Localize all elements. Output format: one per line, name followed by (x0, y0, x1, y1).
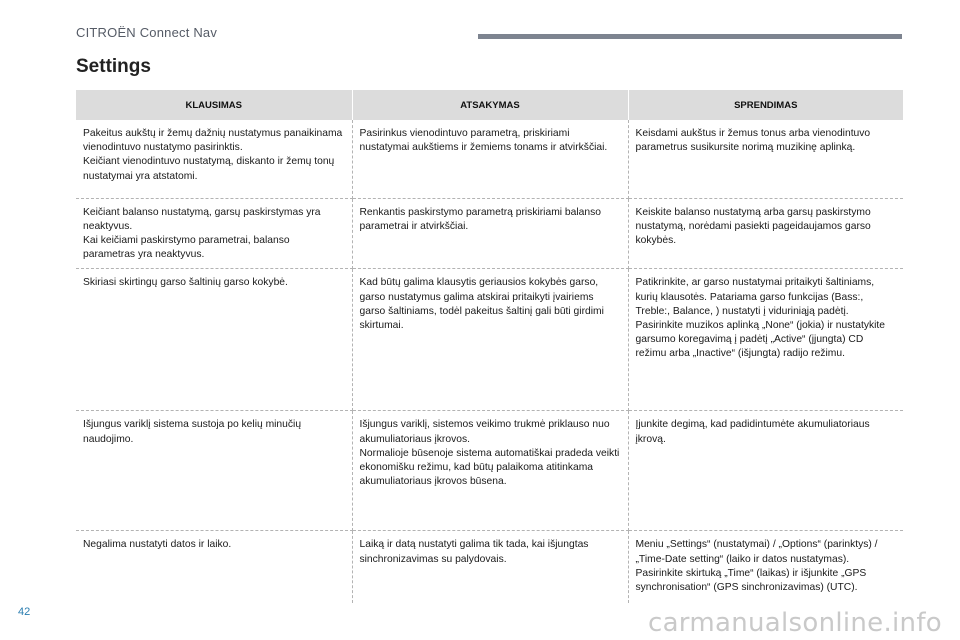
cell-paragraph: Skiriasi skirtingų garso šaltinių garso kokybė. (83, 277, 288, 289)
column-header: ATSAKYMAS (352, 90, 628, 120)
table-cell (352, 198, 628, 269)
table-row (76, 531, 903, 603)
manual-header-title: CITROËN Connect Nav (76, 25, 218, 40)
cell-paragraph: Pasirinkite muzikos aplinką „None“ (jokia) ir nustatykite garsumo koregavimą į padėtį „Active“ (įjungta) CD režimu arba „Inactive“ (išjungta) radijo režimu. (635, 319, 886, 360)
table-row (76, 198, 903, 269)
table-header-row (76, 90, 903, 120)
column-header: KLAUSIMAS (76, 90, 352, 120)
table-row (76, 269, 903, 411)
cell-paragraph: Keiskite balanso nustatymą arba garsų paskirstymo nustatymą, norėdami pasiekti pageidaujamos garso kokybės. (635, 206, 871, 246)
cell-paragraph: Keičiant balanso nustatymą, garsų paskirstymas yra neaktyvus. (83, 206, 321, 232)
cell-paragraph: Meniu „Settings“ (nustatymai) / „Options“ (parinktys) / „Time-Date setting“ (laiko ir datos nustatymas). (635, 539, 878, 565)
cell-paragraph: Pasirinkite skirtuką „Time“ (laikas) ir išjunkite „GPS synchronisation“ (GPS sinchronizavimas) (UTC). (635, 567, 867, 593)
cell-paragraph: Laiką ir datą nustatyti galima tik tada, kai išjungtas sinchronizavimas su palydovais. (359, 539, 589, 565)
table-cell (628, 120, 903, 198)
cell-paragraph: Keičiant vienodintuvo nustatymą, diskanto ir žemų tonų nustatymai yra atstatomi. (83, 156, 335, 182)
table-cell (76, 120, 352, 198)
cell-paragraph: Kad būtų galima klausytis geriausios kokybės garso, garso nustatymus galima atskirai pritaikyti įvairiems garso šaltiniams, todėl pakeitus šaltinį gali būti girdimi skirtumai. (359, 277, 604, 331)
cell-paragraph: Patikrinkite, ar garso nustatymai pritaikyti šaltiniams, kurių klausotės. Patariama garso funkcijas (Bass:, Treble:, Balance, ) nustatyti į viduriniąją padėtį. (635, 277, 875, 317)
table-cell (76, 531, 352, 603)
watermark: carmanualsonline.info (647, 608, 942, 638)
table-cell (76, 269, 352, 411)
cell-paragraph: Negalima nustatyti datos ir laiko. (83, 539, 232, 551)
cell-paragraph: Pakeitus aukštų ir žemų dažnių nustatymus panaikinama vienodintuvo nustatymo pasirinktis. (83, 128, 343, 154)
table-row (76, 120, 903, 198)
table-cell (76, 198, 352, 269)
page-title: Settings (76, 56, 151, 77)
cell-paragraph: Keisdami aukštus ir žemus tonus arba vienodintuvo parametrus susikursite norimą muzikinę aplinką. (635, 128, 871, 154)
table-cell (628, 411, 903, 531)
table-cell (352, 120, 628, 198)
cell-paragraph: Išjungus variklį, sistemos veikimo trukmė priklauso nuo akumuliatoriaus įkrovos. (359, 419, 610, 445)
faq-table (76, 90, 903, 603)
table-cell (76, 411, 352, 531)
table-cell (628, 269, 903, 411)
cell-paragraph: Pasirinkus vienodintuvo parametrą, priskiriami nustatymai aukštiems ir žemiems tonams ir atvirkščiai. (359, 128, 608, 154)
table-cell (628, 531, 903, 603)
page-number: 42 (18, 606, 31, 618)
table-row (76, 411, 903, 531)
cell-paragraph: Įjunkite degimą, kad padidintumėte akumuliatoriaus įkrovą. (635, 419, 870, 445)
header-accent-bar (478, 34, 902, 39)
cell-paragraph: Išjungus variklį sistema sustoja po kelių minučių naudojimo. (83, 419, 302, 445)
cell-paragraph: Renkantis paskirstymo parametrą priskiriami balanso parametrai ir atvirkščiai. (359, 206, 601, 232)
table-cell (352, 531, 628, 603)
cell-paragraph: Normalioje būsenoje sistema automatiškai pradeda veikti ekonomišku režimu, kad būtų palaikoma atitinkama akumuliatoriaus įkrovos būsena. (359, 447, 620, 488)
table-cell (352, 411, 628, 531)
table-cell (628, 198, 903, 269)
table-cell (352, 269, 628, 411)
column-header: SPRENDIMAS (628, 90, 903, 120)
cell-paragraph: Kai keičiami paskirstymo parametrai, balanso parametras yra neaktyvus. (83, 234, 290, 261)
